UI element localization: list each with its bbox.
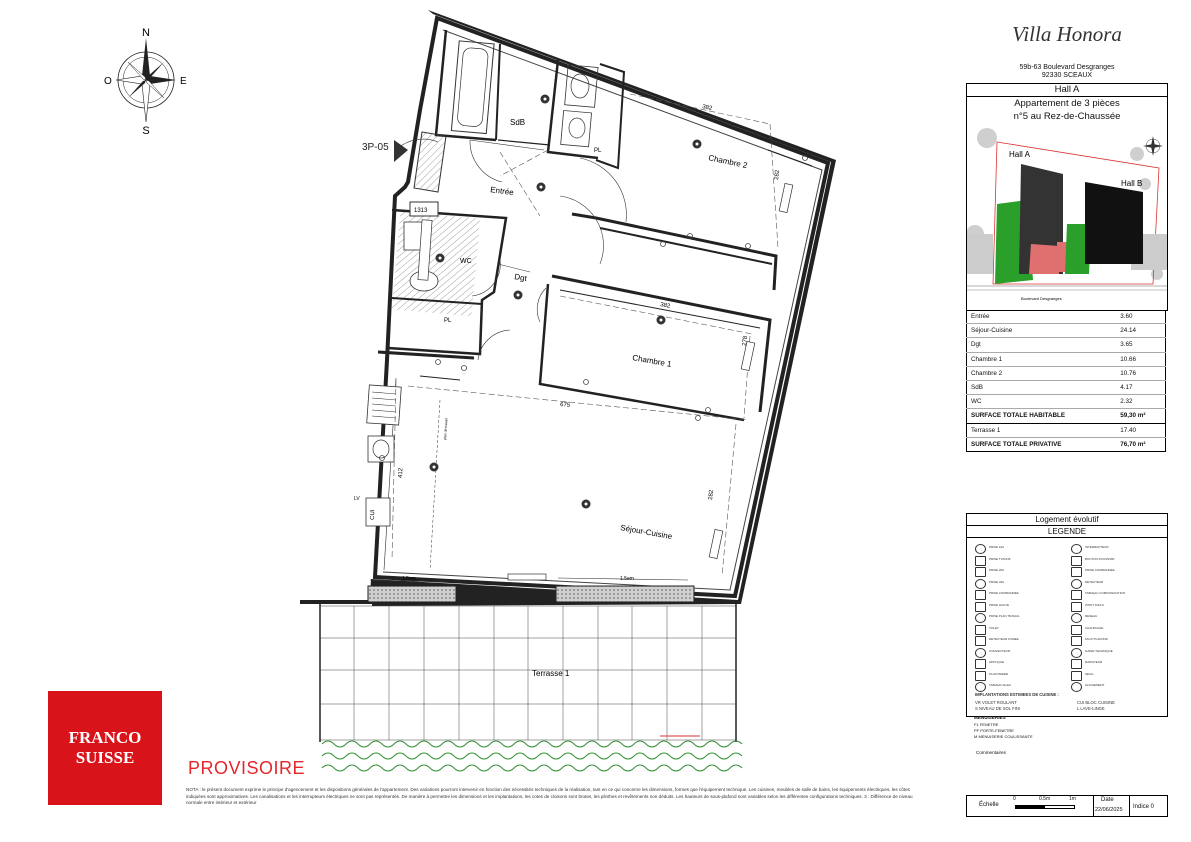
- scale-label: Échelle: [979, 802, 999, 808]
- legend-item: PRISE 32A: [989, 579, 1005, 584]
- legend-section-row-1: S NIVEAU DE SOL FINI: [975, 706, 1020, 711]
- legend-item: PRISE 16A: [989, 545, 1005, 549]
- menuiserie-title: MENUISERIES: [974, 715, 1006, 720]
- total-privative-label: SURFACE TOTALE PRIVATIVE: [967, 437, 1117, 451]
- terrasse-value: 17.40: [1116, 423, 1165, 437]
- legend-section-title: IMPLANTATIONS ESTIMEES DE CUISINE :: [975, 692, 1059, 697]
- project-address: [966, 64, 1168, 80]
- surface-value: 10.76: [1116, 366, 1165, 380]
- legend-item: FAUX PLAFOND: [1085, 637, 1108, 641]
- legend-symbol-icon: [1071, 648, 1082, 658]
- unit-tag: 3P-05: [362, 142, 389, 153]
- surface-value: 10.66: [1116, 352, 1165, 366]
- dim-d6: 282: [708, 489, 716, 501]
- legend-section-row-3: L LAVE-LINGE: [1077, 706, 1105, 711]
- surface-row: [967, 395, 1166, 409]
- title-footer: [966, 795, 1168, 817]
- menuiserie-row-1: PF PORTE-FENETRE: [974, 728, 1014, 733]
- surface-row: [967, 352, 1166, 366]
- nota-text: NOTA : le présent document exprime le principe d'agencement et les dispositions générales de l'appartement. Des variations pourront intervenir en fonction des nécessités techniques de la réalisation, tant en ce qui concerne les dimensions, formes que l'équipement technique. Les cuisines, meubles de salle de bains, les équipements électriques, les côtes indiquées sont approximatives. Les canalisations et les interrupteurs électriques ne sont pas représentés. De manière à permettre les dimensions et les implantations, les cotes de cloisons sont brutes, les plinthes et revêtements non déduits. Les hauteurs de sous-plafond sont variables selon les différentes configurations techniques. 3 : Différence de niveau normale entre intérieur et extérieur: [186, 787, 913, 806]
- legend-item: GAINE TECHNIQUE: [1085, 648, 1113, 653]
- surface-label: SdB: [967, 380, 1117, 394]
- kitchen-lv: LV: [354, 496, 360, 502]
- date-value: 22/06/2025: [1095, 807, 1123, 813]
- surface-label: WC: [967, 395, 1117, 409]
- legend-symbol-icon: [975, 636, 986, 646]
- surface-value: 24.14: [1116, 324, 1165, 338]
- legend-item: POINT D'EAU: [1085, 602, 1104, 607]
- room-terrasse: Terrasse 1: [532, 669, 570, 678]
- apartment-label: [966, 96, 1168, 126]
- surface-row: [967, 380, 1166, 394]
- legend-panel: [966, 513, 1168, 717]
- hedge-planting: [322, 741, 742, 771]
- total-privative-value: 76,70 m²: [1116, 437, 1165, 451]
- legend-item: PRISE COMMANDEE: [989, 591, 1019, 595]
- room-pl-2: PL: [444, 318, 452, 324]
- legend-symbol-icon: [975, 602, 986, 612]
- legend-symbol-icon: [975, 625, 986, 635]
- legend-symbol-icon: [975, 567, 986, 577]
- legend-item: BOUTON POUSSOIR: [1085, 556, 1115, 561]
- legend-symbol-icon: [975, 682, 986, 692]
- legend-item: CHAUFFAGE: [1085, 625, 1104, 630]
- surface-row: [967, 324, 1166, 338]
- legend-symbol-icon: [975, 648, 986, 658]
- legend-symbol-icon: [1071, 682, 1082, 692]
- comments-label: Commentaires: [976, 750, 1006, 755]
- address-line2: 92330 SCEAUX: [1041, 72, 1093, 79]
- room-dgt: Dgt: [513, 272, 528, 284]
- map-street: Boulevard Desgranges: [1021, 296, 1062, 301]
- legend-item: RADIATEUR: [1085, 660, 1103, 664]
- surface-row: [967, 366, 1166, 380]
- map-hall-a: Hall A: [1009, 150, 1030, 159]
- status-provisoire: PROVISOIRE: [188, 758, 306, 778]
- legend-item: TABLEAU COMMUNICATION: [1085, 591, 1126, 595]
- kitchen-plan-travail: plan de travail: [443, 418, 449, 441]
- scale-0: 0: [1013, 796, 1016, 802]
- surfaces-table: [966, 310, 1166, 452]
- surface-value: 3.60: [1116, 310, 1165, 324]
- room-sdb: SdB: [510, 118, 526, 127]
- legend-symbol-icon: [1071, 544, 1082, 554]
- legend-symbol-icon: [1071, 602, 1082, 612]
- surface-value: 4.17: [1116, 380, 1165, 394]
- scale-1: 1m: [1069, 796, 1076, 802]
- scale-bar: [1015, 805, 1075, 809]
- dim-d5: 278: [742, 335, 750, 347]
- surface-label: Séjour-Cuisine: [967, 324, 1117, 338]
- apartment-line1: Appartement de 3 pièces: [1014, 98, 1120, 109]
- legend-symbol-icon: [1071, 659, 1082, 669]
- total-habitable-label: SURFACE TOTALE HABITABLE: [967, 409, 1117, 423]
- room-chambre2: Chambre 2: [707, 153, 749, 171]
- dim-d8: 1313: [414, 208, 428, 214]
- address-line1: 59b-63 Boulevard Desgranges: [1019, 64, 1115, 71]
- legend-symbol-icon: [975, 579, 986, 589]
- legend-item: INTERRUPTEUR: [1085, 545, 1109, 549]
- legend-section-row-0: VR VOLET ROULANT: [975, 700, 1017, 705]
- legend-symbol-icon: [1071, 590, 1082, 600]
- total-habitable-value: 59,30 m²: [1116, 409, 1165, 423]
- kitchen-cui: CUI: [370, 509, 377, 521]
- brand-line1: FRANCO: [68, 728, 142, 747]
- legend-section-row-2: CUI BLOC CUISINE: [1077, 700, 1115, 705]
- legend-item: PRISE COMMANDEE: [1085, 568, 1115, 572]
- legend-item: PRISE HAUTE: [989, 602, 1010, 607]
- compass-s: S: [142, 125, 150, 137]
- dim-d2: 382: [659, 302, 671, 310]
- legend-symbol-icon: [1071, 567, 1082, 577]
- legend-symbol-icon: [975, 556, 986, 566]
- room-chambre1: Chambre 1: [631, 353, 673, 369]
- dim-s2: 1.5em: [620, 576, 634, 582]
- apartment-line2: n°5 au Rez-de-Chaussée: [1013, 111, 1121, 122]
- dim-d7: 412: [398, 467, 405, 479]
- menuiserie-row-0: F1 FENETRE: [974, 722, 999, 727]
- surface-label: Entrée: [967, 310, 1117, 324]
- compass-e: E: [180, 76, 187, 87]
- comments-box: [966, 715, 1166, 795]
- dim-d1: 382: [701, 104, 713, 113]
- legend-symbol-icon: [975, 544, 986, 554]
- terrace-grid: [320, 606, 736, 740]
- room-wc: WC: [460, 258, 472, 265]
- legend-symbol-icon: [975, 613, 986, 623]
- hall-label: Hall A: [966, 83, 1168, 97]
- legend-symbol-icon: [975, 590, 986, 600]
- legend-item: APPLIQUE: [989, 660, 1005, 664]
- date-label: Date: [1101, 797, 1114, 803]
- room-sejour: Séjour-Cuisine: [619, 523, 673, 542]
- location-map: [966, 124, 1168, 311]
- legend-item: DETECTEUR FUMEE: [989, 637, 1019, 641]
- project-name: Villa Honora: [1012, 22, 1122, 46]
- dim-d3: 675: [559, 402, 571, 409]
- legend-symbol-icon: [1071, 556, 1082, 566]
- legend-header-2: LEGENDE: [967, 526, 1167, 538]
- legend-item: ALIGNEMENT: [1085, 683, 1105, 687]
- compass-o: O: [104, 76, 112, 87]
- legend-item: PRISE PLAN TRAVAIL: [989, 614, 1020, 618]
- legend-symbol-icon: [1071, 636, 1082, 646]
- legend-item: DETECTEUR: [1085, 579, 1104, 584]
- legend-symbol-icon: [975, 671, 986, 681]
- surface-label: Dgt: [967, 338, 1117, 352]
- map-hall-b: Hall B: [1121, 179, 1143, 188]
- dim-s1: 1.5em: [402, 576, 416, 582]
- legend-item: CONVECTEUR: [989, 648, 1011, 653]
- surface-row: [967, 338, 1166, 352]
- room-pl-1: PL: [594, 148, 602, 154]
- menuiserie-row-2: M MENUISERIE COULISSANTE: [974, 734, 1033, 739]
- indice-label: Indice 0: [1133, 804, 1155, 810]
- legend-item: RESEAU: [1085, 614, 1098, 618]
- legend-item: PRISE 20A: [989, 568, 1005, 572]
- compass-n: N: [142, 27, 150, 39]
- legend-item: PRISE TV/RJ45: [989, 556, 1011, 561]
- dim-d4: 282: [774, 169, 782, 181]
- surface-row: [967, 310, 1166, 324]
- legend-symbol-icon: [975, 659, 986, 669]
- legend-symbol-icon: [1071, 613, 1082, 623]
- surface-label: Chambre 1: [967, 352, 1117, 366]
- legend-item: TABLEAU ELEC: [989, 683, 1012, 687]
- legend-symbol-icon: [1071, 579, 1082, 589]
- legend-item: PLAFONNIER: [989, 671, 1009, 676]
- room-entree: Entrée: [489, 185, 515, 198]
- legend-item: SEUIL: [1085, 671, 1094, 676]
- surface-label: Chambre 2: [967, 366, 1117, 380]
- legend-item: VOLET: [989, 625, 999, 630]
- brand-line2: SUISSE: [75, 748, 135, 767]
- scale-05: 0.5m: [1039, 796, 1051, 802]
- legend-header-1: Logement évolutif: [967, 514, 1167, 526]
- terrasse-label: Terrasse 1: [967, 423, 1117, 437]
- legend-symbol-icon: [1071, 671, 1082, 681]
- legend-symbol-icon: [1071, 625, 1082, 635]
- surface-value: 2.32: [1116, 395, 1165, 409]
- surface-value: 3.65: [1116, 338, 1165, 352]
- brand-logo: [48, 691, 162, 805]
